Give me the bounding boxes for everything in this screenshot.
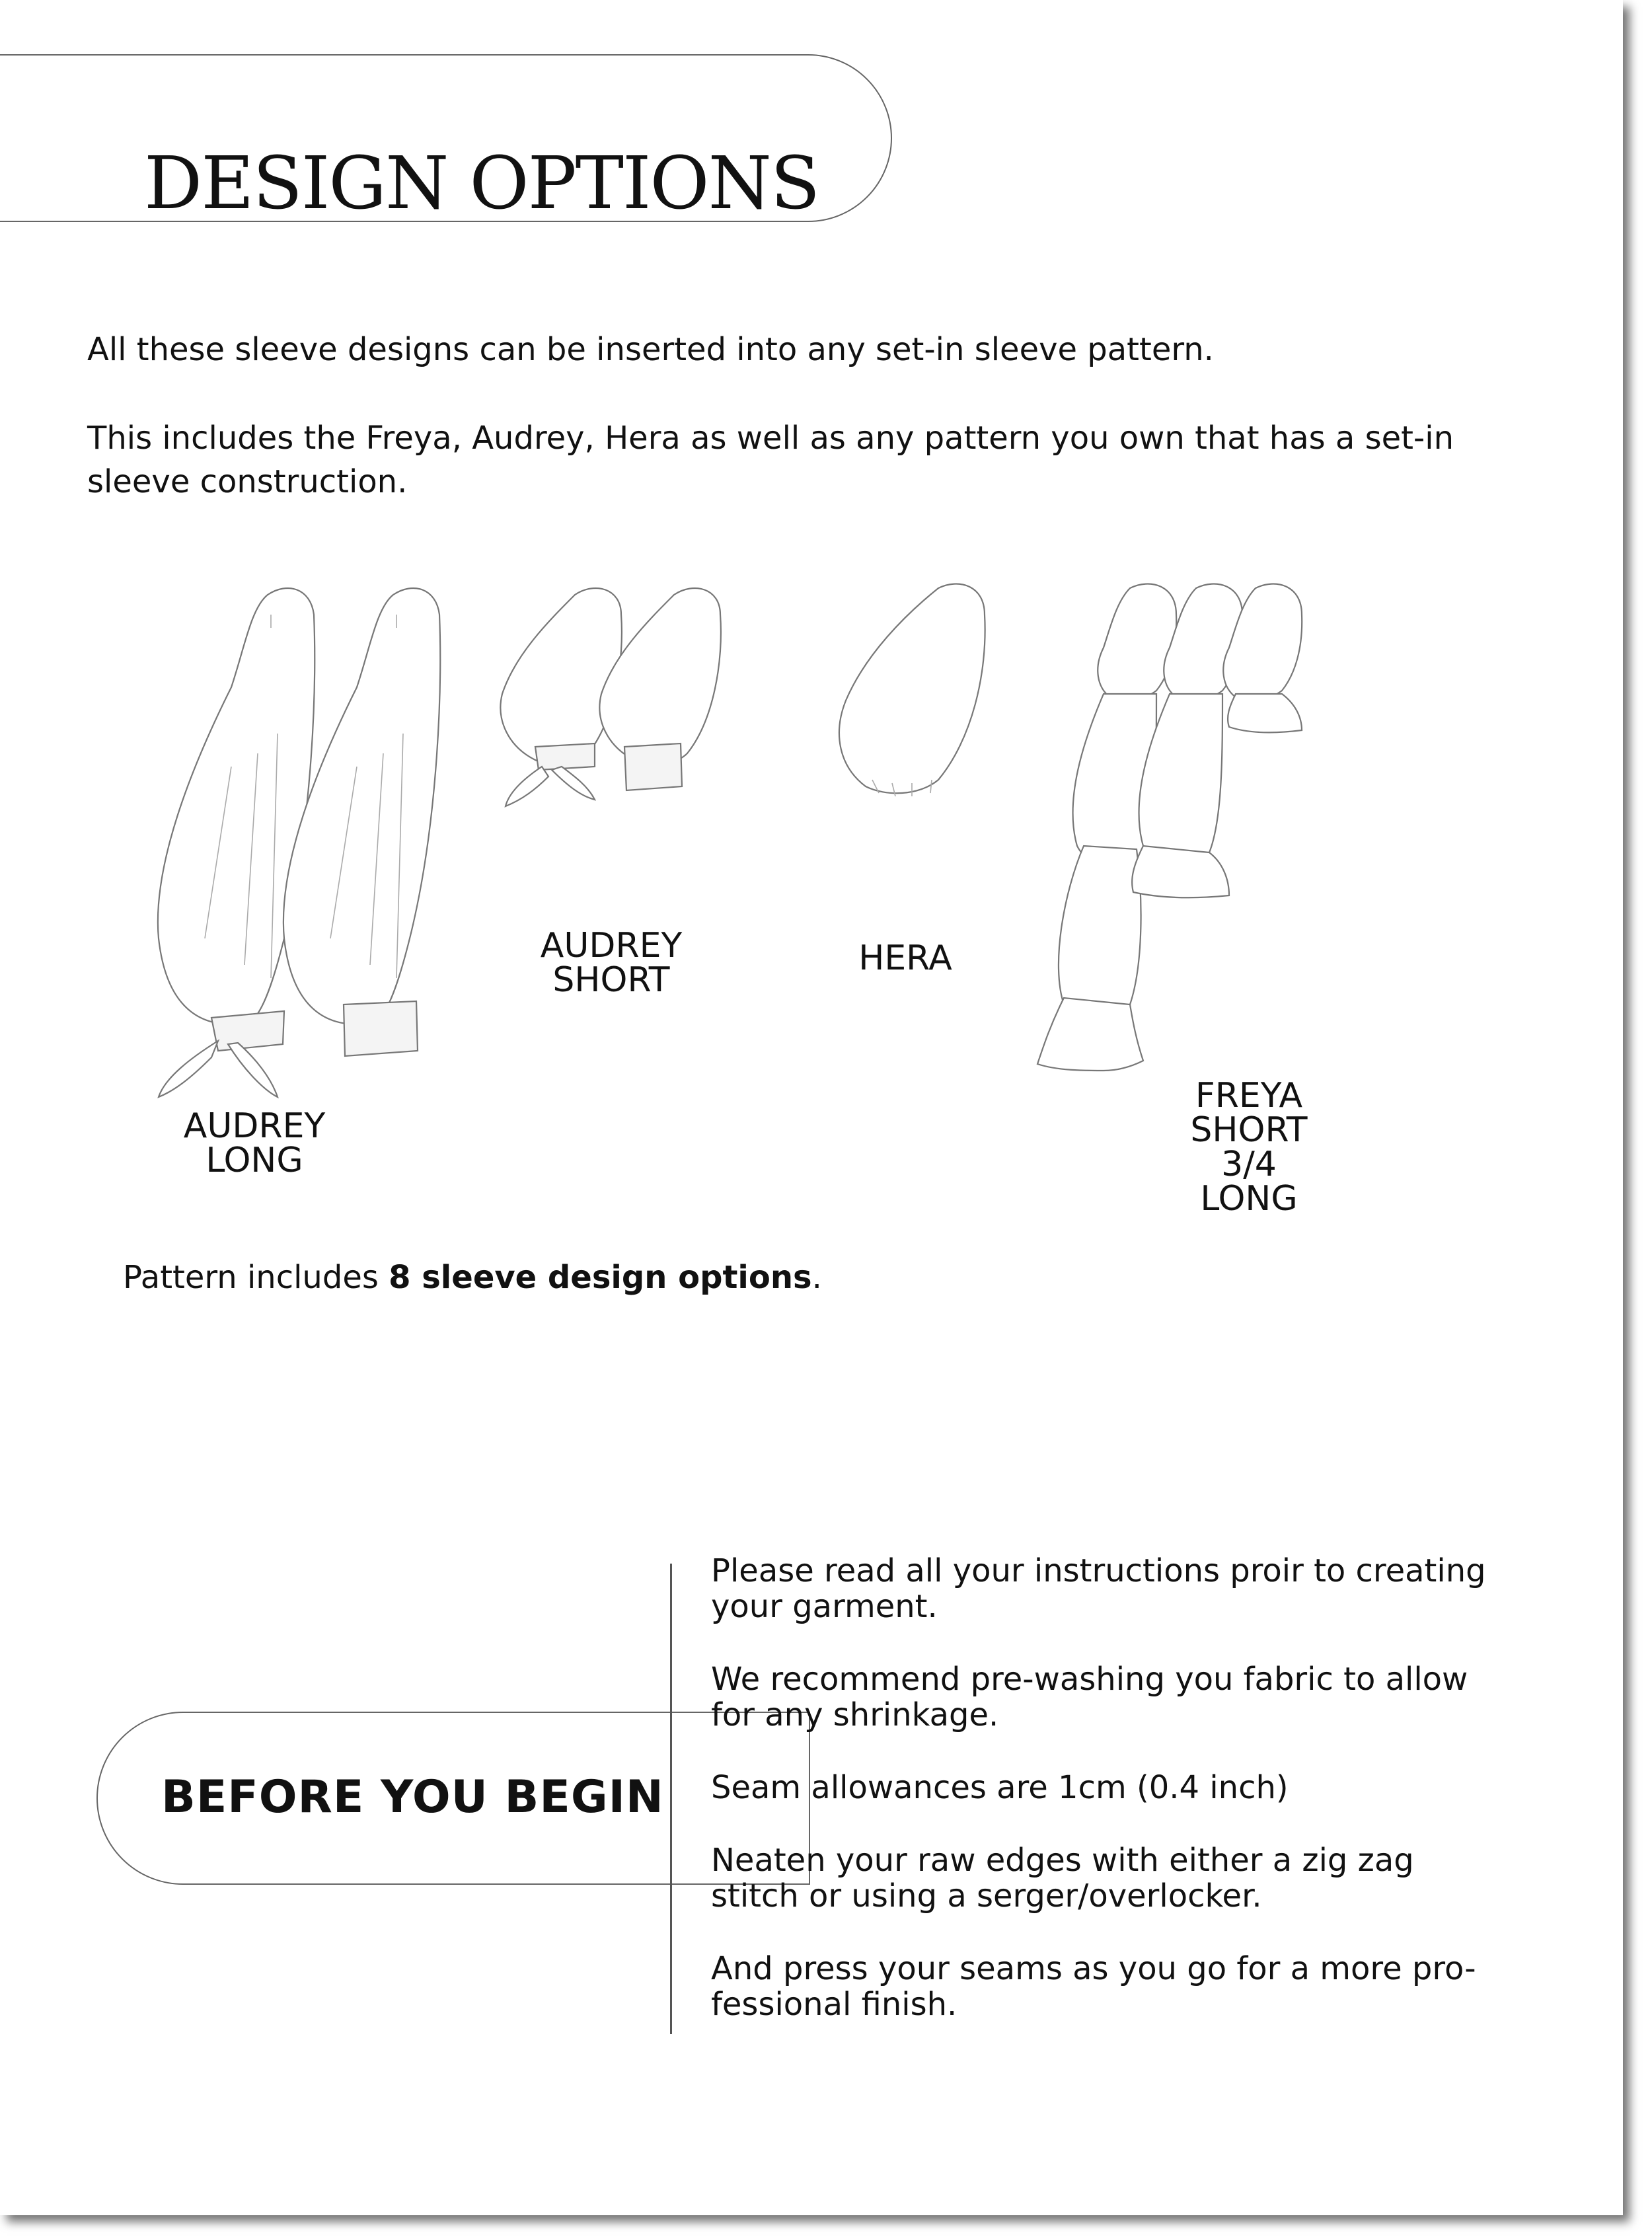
audrey-long-sleeve-illustration: [158, 588, 440, 1097]
tip-item: And press your seams as you go for a more pro-fessional finish.: [711, 1950, 1476, 2023]
tip-item: Please read all your instructions proir to creating your garment.: [711, 1552, 1486, 1625]
tip-item: We recommend pre-washing you fabric to allow for any shrinkage.: [711, 1661, 1468, 1733]
intro-paragraph-1: All these sleeve designs can be inserted into any set-in sleeve pattern.: [87, 331, 1214, 368]
audrey-short-sleeve-illustration: [500, 588, 720, 806]
divider-line: [670, 1564, 672, 2034]
design-options-note: Pattern includes 8 sleeve design options.: [123, 1259, 822, 1296]
before-you-begin-title: BEFORE YOU BEGIN: [161, 1771, 664, 1823]
intro-paragraph-2: This includes the Freya, Audrey, Hera as well as any pattern you own that has a set-in sleeve construction.: [87, 420, 1454, 500]
tip-item: Seam allowances are 1cm (0.4 inch): [711, 1769, 1289, 1806]
page-title: DESIGN OPTIONS: [144, 140, 819, 225]
label-audrey-long: AUDREY LONG: [183, 1106, 326, 1180]
label-freya: FREYA SHORT 3/4 LONG: [1190, 1076, 1308, 1219]
label-hera: HERA: [858, 938, 952, 978]
hera-sleeve-illustration: [839, 584, 985, 796]
tip-item: Neaten your raw edges with either a zig zag stitch or using a serger/overlocker.: [711, 1842, 1414, 1915]
label-audrey-short: AUDREY SHORT: [540, 926, 683, 1000]
design-count-emphasis: 8 sleeve design options: [389, 1259, 812, 1296]
freya-sleeve-illustration: [1037, 584, 1302, 1071]
before-you-begin-tips: [711, 1553, 1491, 2059]
